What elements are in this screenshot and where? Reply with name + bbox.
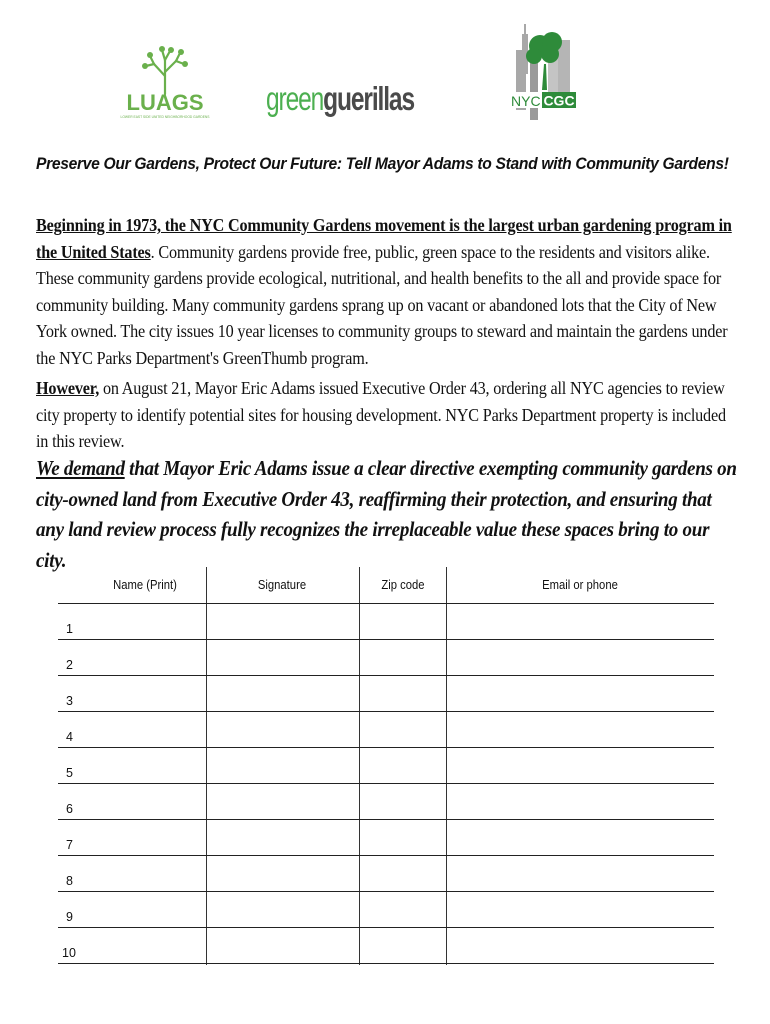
luags-logo [120,42,210,120]
row-number: 4 [66,730,73,744]
column-header-signature: Signature [257,578,307,592]
name-cell[interactable] [80,604,206,639]
row-number: 9 [66,910,73,924]
row-number: 3 [66,694,73,708]
svg-text:LUAGS: LUAGS [126,90,204,115]
svg-text:NYC: NYC [511,93,541,109]
row-divider [58,675,714,676]
nyc-cgc-logo [506,20,582,124]
row-divider [58,891,714,892]
row-number: 5 [66,766,73,780]
row-divider [58,819,714,820]
row-divider [58,963,714,964]
row-divider [58,747,714,748]
column-header-name: Name (Print) [113,578,177,592]
contact-cell[interactable] [447,604,714,639]
svg-text:LOWER EAST SIDE UNITED NEIGHBO: LOWER EAST SIDE UNITED NEIGHBORHOOD GARDENS [120,115,210,119]
column-header-zip: Zip code [381,578,425,592]
row-divider [58,927,714,928]
demand-body: that Mayor Eric Adams issue a clear directive exempting community gardens on city-owned land from Executive Order 43, reaffirming their protection, and ensuring that any land review process fully recognizes the irreplaceable value these spaces bring to our city. [36,456,737,572]
row-number: 2 [66,658,73,672]
intro-paragraph [36,212,737,371]
row-number: 8 [66,874,73,888]
column-header-contact: Email or phone [542,578,618,592]
zip-cell[interactable] [360,604,446,639]
row-number: 1 [66,622,73,636]
row-divider [58,639,714,640]
green-guerillas-logo [266,76,446,120]
intro-body: . Community gardens provide free, public, green space to the residents and visitors alike. These community gardens provide ecological, nutritional, and health benefits to the all and provide space for community building. Many community gardens sprang up on vacant or abandoned lots that the City of New York owned. The city issues 10 year licenses to community groups to steward and maintain the gardens under the NYC Parks Department's GreenThumb program. [36,241,728,368]
row-number: 6 [66,802,73,816]
row-divider [58,783,714,784]
executive-order-body: on August 21, Mayor Eric Adams issued Executive Order 43, ordering all NYC agencies to review city property to identify potential sites for housing development. NYC Parks Department property is included in this review. [36,378,726,451]
however-lead: However, [36,378,100,398]
svg-text:greenguerillas: greenguerillas [266,80,446,117]
demand-lead: We demand [36,456,125,480]
row-number: 10 [62,946,76,960]
row-divider [58,855,714,856]
row-divider [58,711,714,712]
svg-text:CGC: CGC [543,92,575,109]
petition-title: Preserve Our Gardens, Protect Our Future: Tell Mayor Adams to Stand with Community Gardens! [36,154,729,173]
intro-lead: Beginning in 1973, the NYC Community Gardens movement is the largest urban gardening program in the United States [36,215,732,262]
executive-order-paragraph [36,375,737,455]
row-number: 7 [66,838,73,852]
demand-statement [36,453,737,575]
signature-cell[interactable] [207,604,359,639]
